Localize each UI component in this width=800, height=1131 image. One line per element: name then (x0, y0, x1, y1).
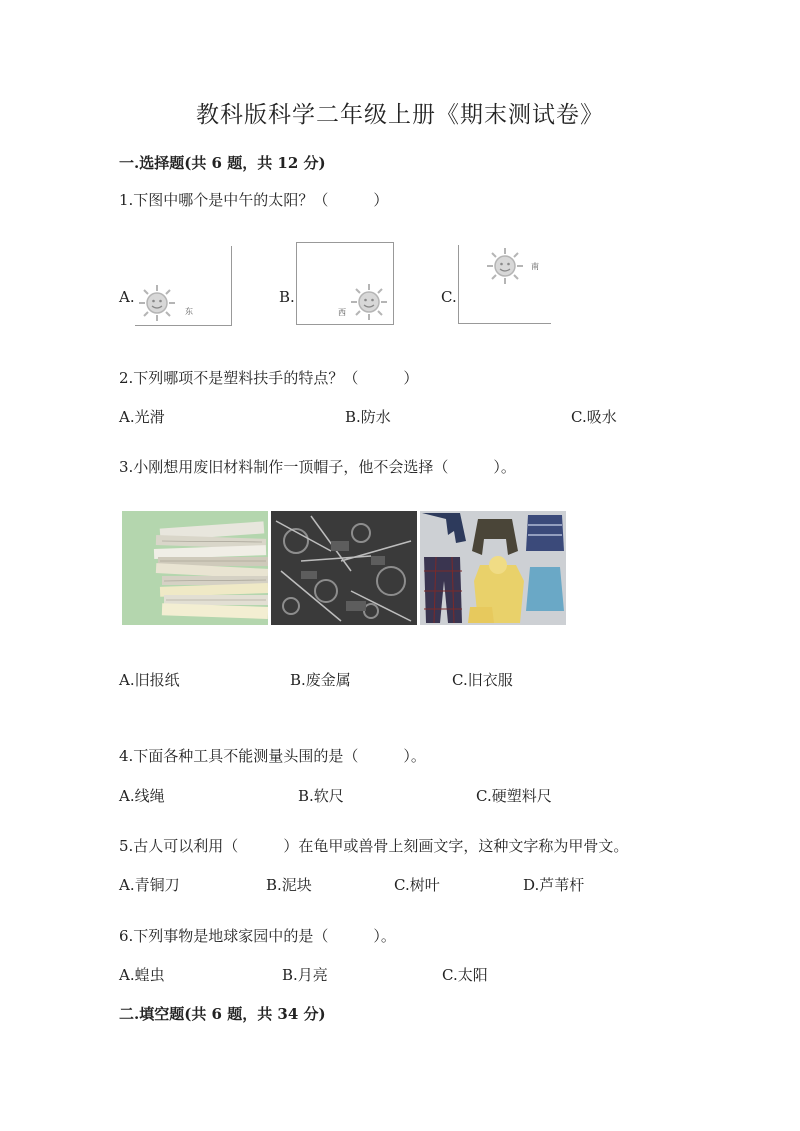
q1-option-c-picture (458, 245, 551, 324)
q3-option-a: A.旧报纸 (119, 671, 180, 689)
question-1: 1.下图中哪个是中午的太阳？（ ） (119, 191, 389, 209)
q4-option-a: A.线绳 (119, 787, 165, 805)
section-heading-choice: 一.选择题(共 6 题，共 12 分) (119, 154, 326, 172)
q1-option-b-picture (296, 242, 394, 325)
q5-option-d: D.芦苇杆 (523, 876, 585, 894)
q1-option-a-label: A. (119, 288, 135, 306)
q3-option-b: B.废金属 (290, 671, 351, 689)
q4-option-b: B.软尺 (298, 787, 344, 805)
direction-label-east: 东 (185, 307, 193, 316)
question-4: 4.下面各种工具不能测量头围的是（ ）。 (119, 747, 426, 765)
newspaper-stack-photo (122, 511, 268, 625)
direction-label-south: 南 (531, 262, 539, 271)
direction-label-west: 西 (338, 308, 346, 317)
q2-option-b: B.防水 (345, 408, 391, 426)
scrap-metal-photo (271, 511, 417, 625)
q2-option-c: C.吸水 (571, 408, 617, 426)
sun-icon (350, 283, 388, 321)
q2-option-a: A.光滑 (119, 408, 165, 426)
page-title: 教科版科学二年级上册《期末测试卷》 (196, 102, 604, 128)
section-heading-fill-in: 二.填空题(共 6 题，共 34 分) (119, 1005, 326, 1023)
q6-option-c: C.太阳 (442, 966, 488, 984)
q6-option-a: A.蝗虫 (119, 966, 165, 984)
q1-option-a-picture (135, 246, 232, 326)
q1-option-c-label: C. (441, 288, 457, 306)
question-5: 5.古人可以利用（ ）在龟甲或兽骨上刻画文字，这种文字称为甲骨文。 (119, 837, 629, 855)
q5-option-b: B.泥块 (266, 876, 312, 894)
sun-icon (486, 247, 524, 285)
sun-icon (138, 284, 176, 322)
q4-option-c: C.硬塑料尺 (476, 787, 552, 805)
q5-option-c: C.树叶 (394, 876, 440, 894)
old-clothes-photo (420, 511, 566, 625)
q1-option-b-label: B. (279, 288, 295, 306)
q5-option-a: A.青铜刀 (119, 876, 180, 894)
question-2: 2.下列哪项不是塑料扶手的特点？（ ） (119, 369, 419, 387)
q6-option-b: B.月亮 (282, 966, 328, 984)
q3-option-c: C.旧衣服 (452, 671, 513, 689)
question-3: 3.小刚想用废旧材料制作一顶帽子，他不会选择（ ）。 (119, 458, 516, 476)
question-6: 6.下列事物是地球家园中的是（ ）。 (119, 927, 396, 945)
